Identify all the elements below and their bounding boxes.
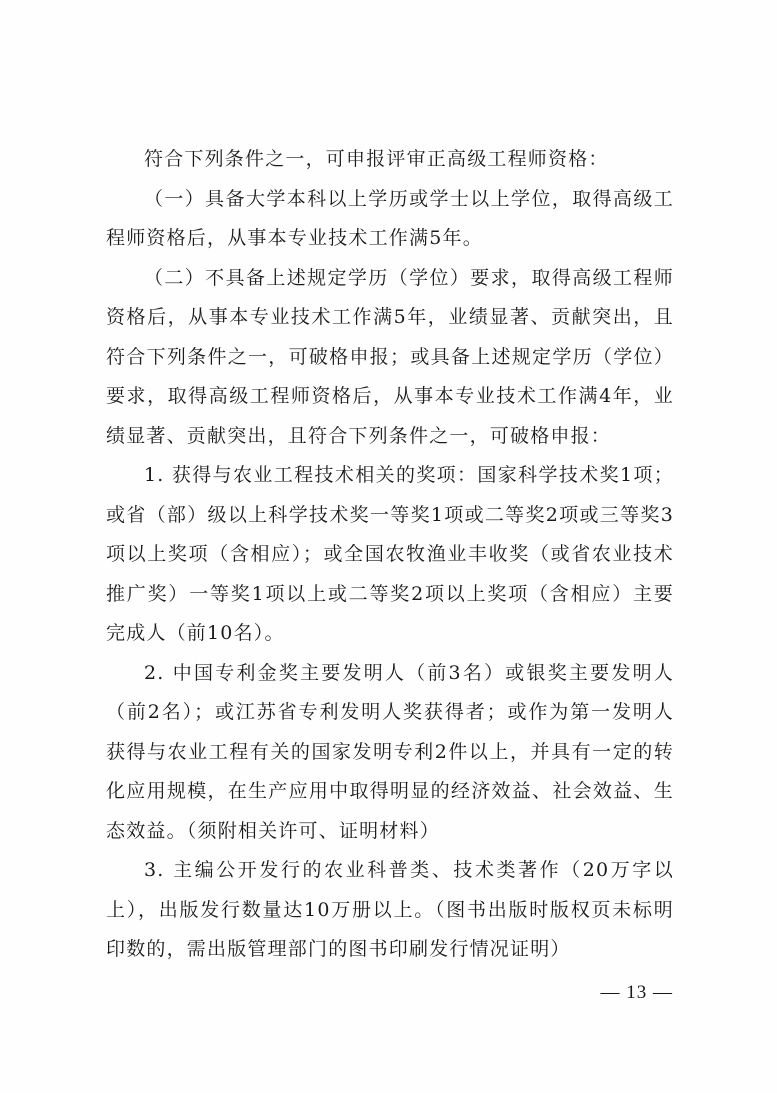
paragraph-condition-2: （二）不具备上述规定学历（学位）要求，取得高级工程师资格后，从事本专业技术工作满5年，业绩显著、贡献突出，且符合下列条件之一，可破格申报；或具备上述规定学历（学位）要求，取得高级工程师资格后，从事本专业技术工作满4年，业绩显著、贡献突出，且符合下列条件之一，可破格申报：	[106, 266, 674, 447]
paragraph-condition-1: （一）具备大学本科以上学历或学士以上学位，取得高级工程师资格后，从事本专业技术工作满5年。	[106, 187, 674, 249]
paragraph-item-2: 2. 中国专利金奖主要发明人（前3名）或银奖主要发明人（前2名）；或江苏省专利发明人奖获得者；或作为第一发明人获得与农业工程有关的国家发明专利2件以上，并具有一定的转化应用规模，在生产应用中取得明显的经济效益、社会效益、生态效益。（须附相关许可、证明材料）	[106, 661, 674, 842]
paragraph-item-1: 1. 获得与农业工程技术相关的奖项：国家科学技术奖1项；或省（部）级以上科学技术奖一等奖1项或二等奖2项或三等奖3项以上奖项（含相应）；或全国农牧渔业丰收奖（或省农业技术推广奖）一等奖1项以上或二等奖2项以上奖项（含相应）主要完成人（前10名）。	[106, 464, 674, 644]
page-number: — 13 —	[600, 982, 673, 1003]
document-body	[106, 140, 674, 970]
paragraph-item-3: 3. 主编公开发行的农业科普类、技术类著作（20万字以上），出版发行数量达10万册以上。（图书出版时版权页未标明印数的，需出版管理部门的图书印刷发行情况证明）	[106, 859, 674, 960]
paragraph-intro: 符合下列条件之一，可申报评审正高级工程师资格：	[144, 148, 609, 170]
